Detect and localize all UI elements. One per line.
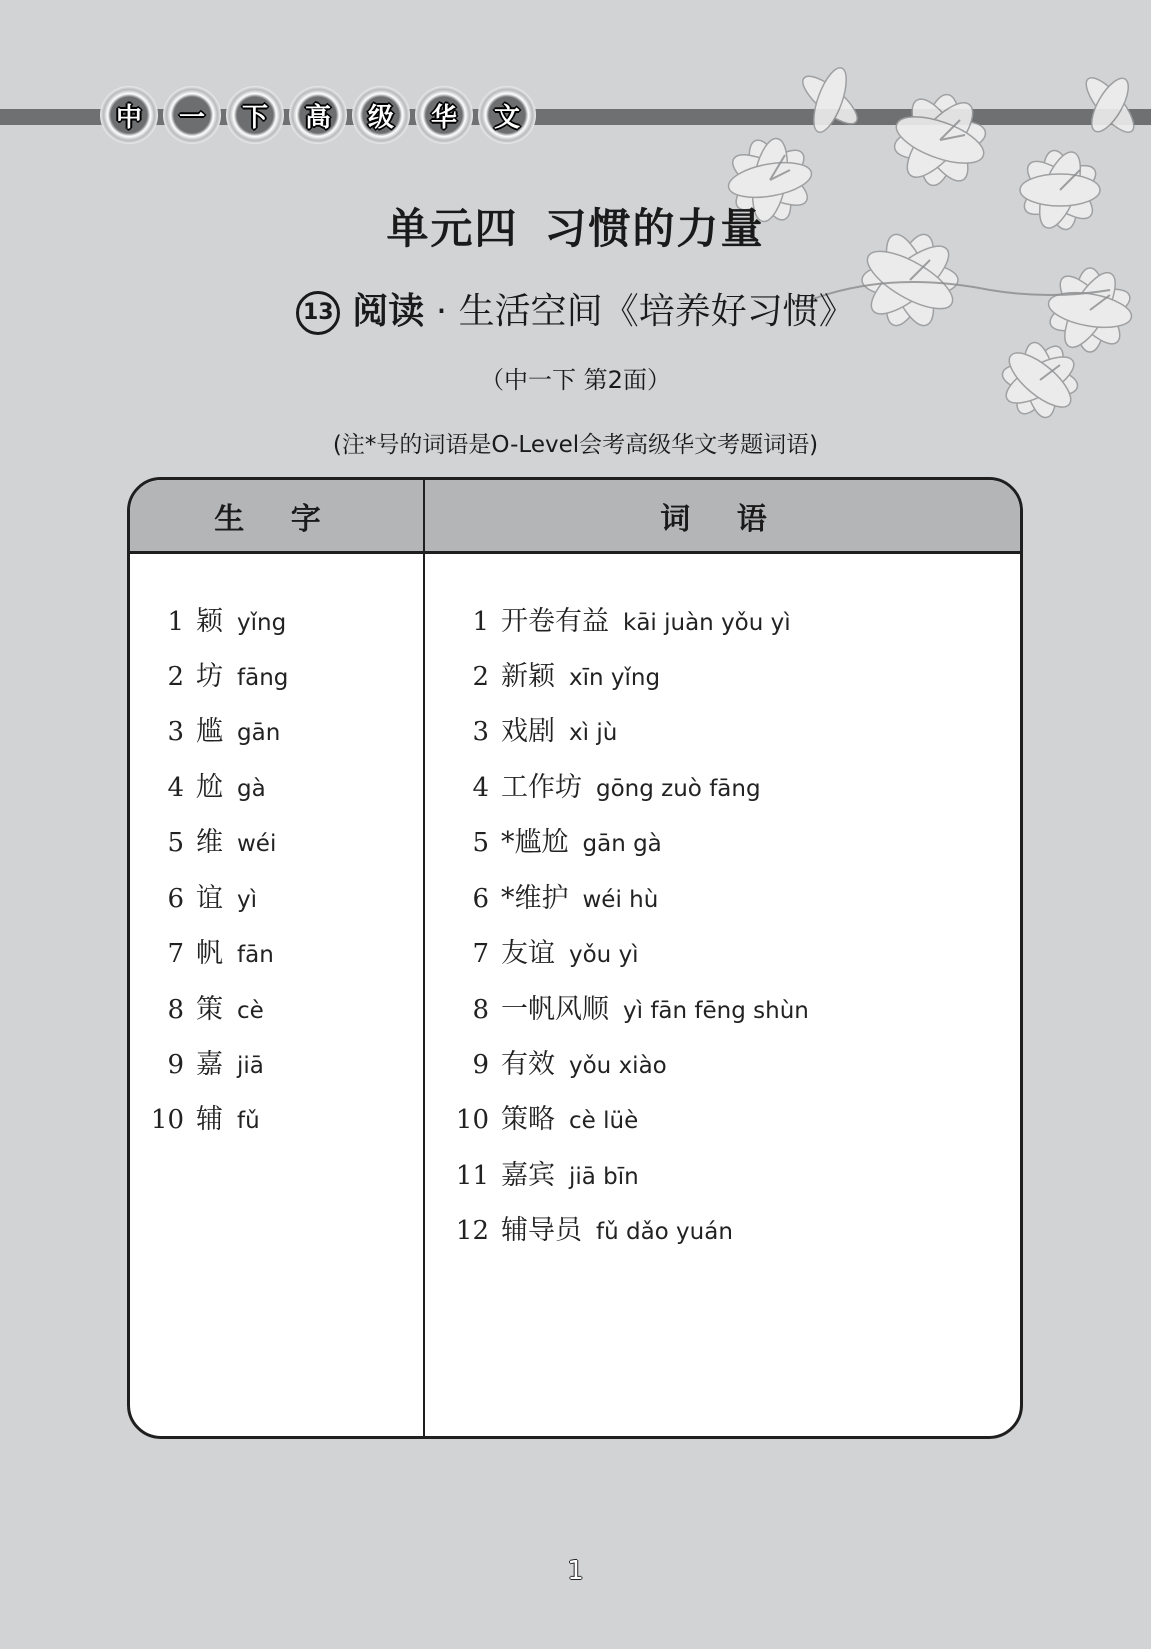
badge-char: 文 xyxy=(478,86,536,144)
word-row: 2 新颖 xīn yǐng xyxy=(472,661,661,692)
page-number: 1 xyxy=(567,1556,584,1586)
word-row: 1 开卷有益 kāi juàn yǒu yì xyxy=(472,606,791,637)
word-row: 9 有效 yǒu xiào xyxy=(472,1049,667,1080)
lesson-separator: · xyxy=(435,291,448,332)
unit-title xyxy=(0,196,1151,256)
word-row: 8 一帆风顺 yì fān fēng shùn xyxy=(472,994,809,1025)
badge-char: 级 xyxy=(352,86,410,144)
table-body xyxy=(130,554,1020,1436)
characters-column xyxy=(130,554,425,1436)
textbook-page-ref: （中一下 第2面） xyxy=(480,366,671,394)
lesson-section: 阅读 xyxy=(352,291,425,332)
asterisk-note: (注*号的词语是O-Level会考高级华文考题词语) xyxy=(332,432,819,458)
unit-number: 单元四 xyxy=(386,204,519,253)
word-row: 10 策略 cè lüè xyxy=(455,1104,639,1135)
words-column xyxy=(425,554,1020,1436)
character-row: 3 尴 gān xyxy=(167,716,281,747)
badge-char: 中 xyxy=(100,86,158,144)
unit-theme: 习惯的力量 xyxy=(544,204,765,253)
table-header xyxy=(130,480,1020,554)
word-row: 3 戏剧 xì jù xyxy=(472,716,618,747)
badge-char: 下 xyxy=(226,86,284,144)
word-row: 11 嘉宾 jiā bīn xyxy=(455,1160,639,1191)
character-row: 5 维 wéi xyxy=(167,827,277,858)
lesson-category: 生活空间 xyxy=(458,291,603,332)
character-row: 6 谊 yì xyxy=(167,883,258,914)
word-row: 4 工作坊 gōng zuò fāng xyxy=(472,772,761,803)
character-row: 8 策 cè xyxy=(167,994,264,1025)
character-row: 9 嘉 jiā xyxy=(167,1049,264,1080)
lesson-title xyxy=(0,283,1151,335)
badge-char: 一 xyxy=(163,86,221,144)
header-vocabulary: 词 语 xyxy=(660,501,785,537)
word-row: 6 *维护 wéi hù xyxy=(472,883,659,914)
lesson-number-badge: 13 xyxy=(296,291,340,335)
word-row: 7 友谊 yǒu yì xyxy=(472,938,639,969)
character-row: 7 帆 fān xyxy=(167,938,274,969)
character-row: 4 尬 gà xyxy=(167,772,266,803)
word-row: 5 *尴尬 gān gà xyxy=(472,827,662,858)
vocabulary-table xyxy=(127,477,1023,1439)
character-row: 10 辅 fǔ xyxy=(150,1104,260,1135)
badge-char: 高 xyxy=(289,86,347,144)
lesson-name: 《培养好习惯》 xyxy=(602,291,855,332)
header-new-characters: 生 字 xyxy=(130,480,425,551)
character-row: 2 坊 fāng xyxy=(167,661,289,692)
character-row: 1 颖 yǐng xyxy=(167,606,287,637)
badge-char: 华 xyxy=(415,86,473,144)
series-badges xyxy=(100,86,536,144)
word-row: 12 辅导员 fǔ dǎo yuán xyxy=(455,1215,733,1246)
